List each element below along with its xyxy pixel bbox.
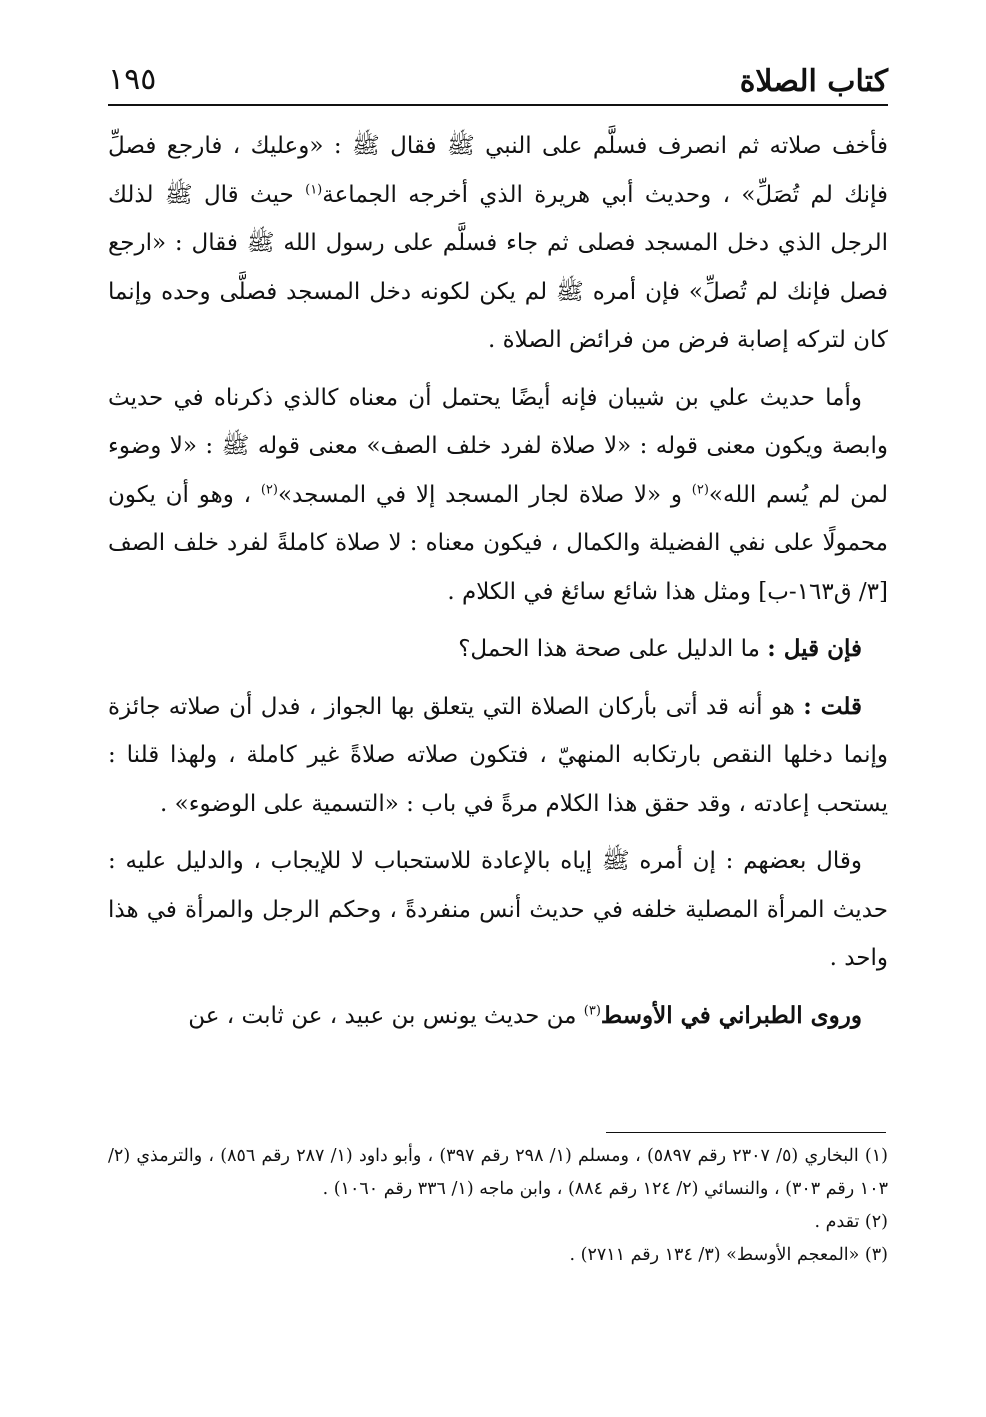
- footnote-ref-1: (١): [305, 181, 323, 197]
- paragraph-question: فإن قيل : ما الدليل على صحة هذا الحمل؟: [458, 635, 862, 662]
- page-number: ١٩٥: [108, 62, 157, 97]
- paragraph-5: وقال بعضهم : إن أمره ﷺ إياه بالإعادة للاستحباب لا للإيجاب ، والدليل عليه : حديث المرأة المصلية خلفه في حديث أنس منفردةً ، وحكم الرجل والمرأة في هذا واحد .: [108, 848, 888, 971]
- answer-lead: قلت :: [803, 692, 862, 720]
- tabarani-lead: وروى الطبراني في الأوسط: [600, 1001, 862, 1029]
- footnote-ref-2a: (٢): [691, 481, 709, 497]
- footnotes: [108, 1140, 888, 1272]
- footnote-3: (٣) «المعجم الأوسط» (٣/ ١٣٤ رقم ٢٧١١) .: [569, 1245, 888, 1265]
- chapter-title: كتاب الصلاة: [739, 64, 888, 99]
- footnote-2: (٢) تقدم .: [814, 1212, 888, 1232]
- footnote-ref-2b: (٢): [260, 481, 278, 497]
- header-divider: [108, 104, 888, 106]
- footnote-ref-3: (٣): [583, 1002, 601, 1018]
- running-header: [108, 58, 888, 102]
- footnote-1: (١) البخاري (٥/ ٢٣٠٧ رقم ٥٨٩٧) ، ومسلم (١/ ٢٩٨ رقم ٣٩٧) ، وأبو داود (١/ ٢٨٧ رقم ٨٥٦) ، والترمذي (٢/ ١٠٣ رقم ٣٠٣) ، والنسائي (٢/ ١٢٤ رقم ٨٨٤) ، وابن ماجه (١/ ٣٣٦ رقم ١٠٦٠) .: [108, 1146, 888, 1199]
- footnote-divider: [606, 1132, 886, 1133]
- question-lead: فإن قيل :: [767, 635, 862, 662]
- main-text: [108, 122, 888, 1049]
- paragraph-1: فأخف صلاته ثم انصرف فسلَّم على النبي ﷺ فقال ﷺ : «وعليك ، فارجع فصلِّ فإنك لم تُصَلِّ» ، وحديث أبي هريرة الذي أخرجه الجماعة$^{(١)}$ حيث قال ﷺ لذلك الرجل الذي دخل المسجد فصلى ثم جاء فسلَّم على رسول الله ﷺ فقال : «ارجع فصل فإنك لم تُصلِّ» فإن أمره ﷺ لم يكن لكونه دخل المسجد فصلَّى وحده وإنما كان لتركه إصابة فرض من فرائض الصلاة .: [108, 133, 888, 353]
- paragraph-answer: قلت : هو أنه قد أتى بأركان الصلاة التي يتعلق بها الجواز ، فدل أن صلاته جائزة وإنما دخلها النقص بارتكابه المنهيّ ، فتكون صلاته صلاةً غير كاملة ، ولهذا قلنا : يستحب إعادته ، وقد حقق هذا الكلام مرةً في باب : «التسمية على الوضوء» .: [108, 692, 888, 817]
- paragraph-6: وروى الطبراني في الأوسط$^{(٣)}$ من حديث يونس بن عبيد ، عن ثابت ، عن: [188, 1001, 862, 1029]
- paragraph-2: وأما حديث علي بن شيبان فإنه أيضًا يحتمل أن معناه كالذي ذكرناه في حديث وابصة ويكون معنى قوله : «لا صلاة لفرد خلف الصف» معنى قوله ﷺ : «لا وضوء لمن لم يُسم الله»$^{(٢)}$ و «لا صلاة لجار المسجد إلا في المسجد»$^{(٢)}$ ، وهو أن يكون محمولًا على نفي الفضيلة والكمال ، فيكون معناه : لا صلاة كاملةً لفرد خلف الصف [٣/ ق١٦٣-ب] ومثل هذا شائع سائغ في الكلام .: [108, 384, 888, 605]
